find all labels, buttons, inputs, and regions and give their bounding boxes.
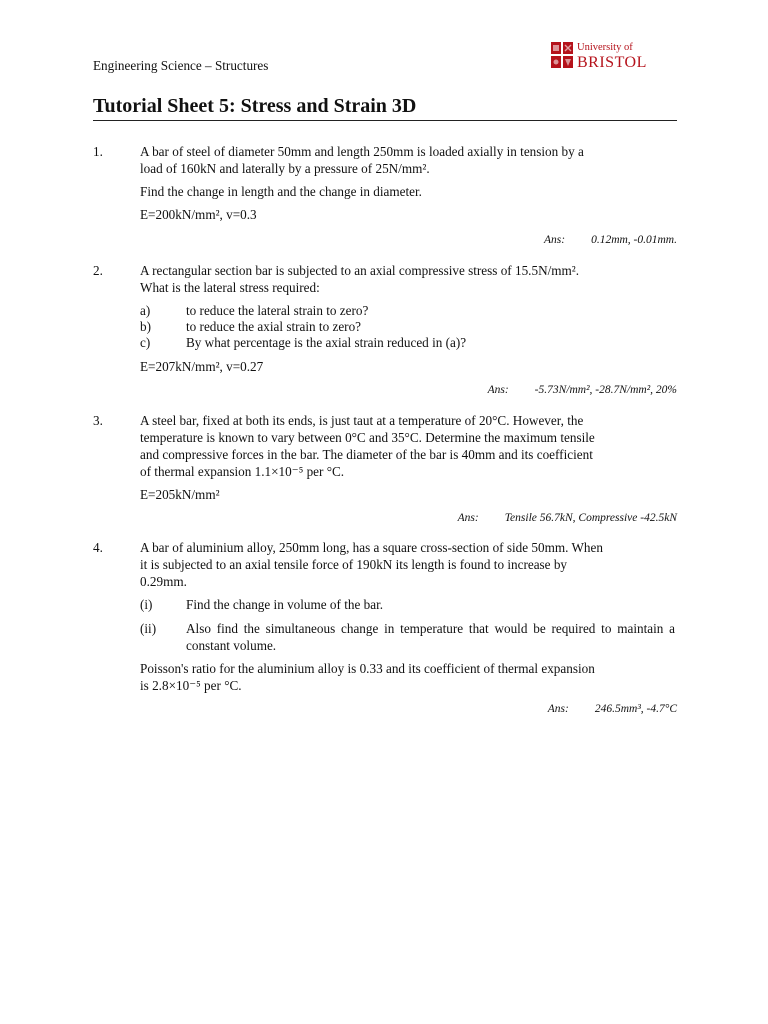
question-text-line: 0.29mm. [140, 574, 187, 589]
question-text-line: A bar of steel of diameter 50mm and length 250mm is loaded axially in tension by a [140, 144, 584, 159]
crest-icon [551, 42, 573, 70]
question-1 [93, 143, 677, 253]
sub-question-label: (i) [140, 597, 153, 612]
closing-text-line: is 2.8×10⁻⁵ per °C. [140, 678, 242, 693]
question-text-line: and compressive forces in the bar. The diameter of the bar is 40mm and its coefficient [140, 447, 593, 462]
answer-label: Ans: [457, 512, 479, 524]
title-divider [93, 120, 677, 121]
material-constants: E=205kN/mm² [140, 487, 220, 502]
answer [458, 510, 677, 527]
question-text-line: A rectangular section bar is subjected to an axial compressive stress of 15.5N/mm². [140, 263, 580, 278]
sub-question-label: a) [140, 303, 151, 318]
question-text-line: temperature is known to vary between 0°C and 35°C. Determine the maximum tensile [140, 430, 595, 445]
sub-question-text: Also find the simultaneous change in temperature that would be required to maintain a constant volume. [186, 621, 675, 653]
question-text-line: A steel bar, fixed at both its ends, is just taut at a temperature of 20°C. However, the [140, 413, 584, 428]
question-text-line: of thermal expansion 1.1×10⁻⁵ per °C. [140, 464, 345, 479]
closing-text-line: Poisson's ratio for the aluminium alloy is 0.33 and its coefficient of thermal expansion [140, 661, 595, 676]
answer-label: Ans: [543, 234, 566, 246]
sub-question-label: b) [140, 319, 151, 334]
answer-value: 0.12mm, -0.01mm. [591, 234, 677, 246]
answer-value: Tensile 56.7kN, Compressive -42.5kN [504, 512, 677, 524]
question-text: Find the change in length and the change in diameter. [140, 184, 422, 199]
question-4 [93, 539, 677, 719]
sub-question-label: c) [140, 335, 151, 350]
university-logo [551, 42, 661, 74]
logo-text-top: University of [577, 42, 633, 53]
question-number: 2. [93, 263, 103, 278]
sub-question-label: (ii) [140, 621, 157, 636]
question-text-line: it is subjected to an axial tensile force of 190kN its length is found to increase by [140, 557, 568, 572]
question-text-line: What is the lateral stress required: [140, 280, 320, 295]
answer-value: -5.73N/mm², -28.7N/mm², 20% [534, 384, 677, 396]
sub-question-text: Find the change in volume of the bar. [186, 597, 384, 612]
course-name: Engineering Science – Structures [93, 58, 269, 73]
answer [488, 382, 677, 399]
question-3 [93, 412, 677, 527]
answer [544, 232, 677, 249]
question-number: 1. [93, 144, 103, 159]
sub-question-text: By what percentage is the axial strain reduced in (a)? [186, 335, 467, 350]
page-title: Tutorial Sheet 5: Stress and Strain 3D [93, 95, 417, 117]
question-number: 3. [93, 413, 103, 428]
answer [548, 701, 677, 718]
question-2 [93, 262, 677, 397]
answer-label: Ans: [487, 384, 509, 396]
answer-label: Ans: [547, 703, 569, 715]
material-constants: E=207kN/mm², v=0.27 [140, 359, 264, 374]
sub-question-text: to reduce the lateral strain to zero? [186, 303, 369, 318]
page-header [93, 42, 677, 80]
material-constants: E=200kN/mm², v=0.3 [140, 207, 257, 222]
question-text-line: load of 160kN and laterally by a pressure of 25N/mm². [140, 161, 430, 176]
question-number: 4. [93, 540, 103, 555]
sub-question-text: to reduce the axial strain to zero? [186, 319, 362, 334]
answer-value: 246.5mm³, -4.7°C [594, 703, 677, 715]
question-text-line: A bar of aluminium alloy, 250mm long, has a square cross-section of side 50mm. When [140, 540, 603, 555]
logo-text-bottom: BRISTOL [577, 54, 647, 71]
